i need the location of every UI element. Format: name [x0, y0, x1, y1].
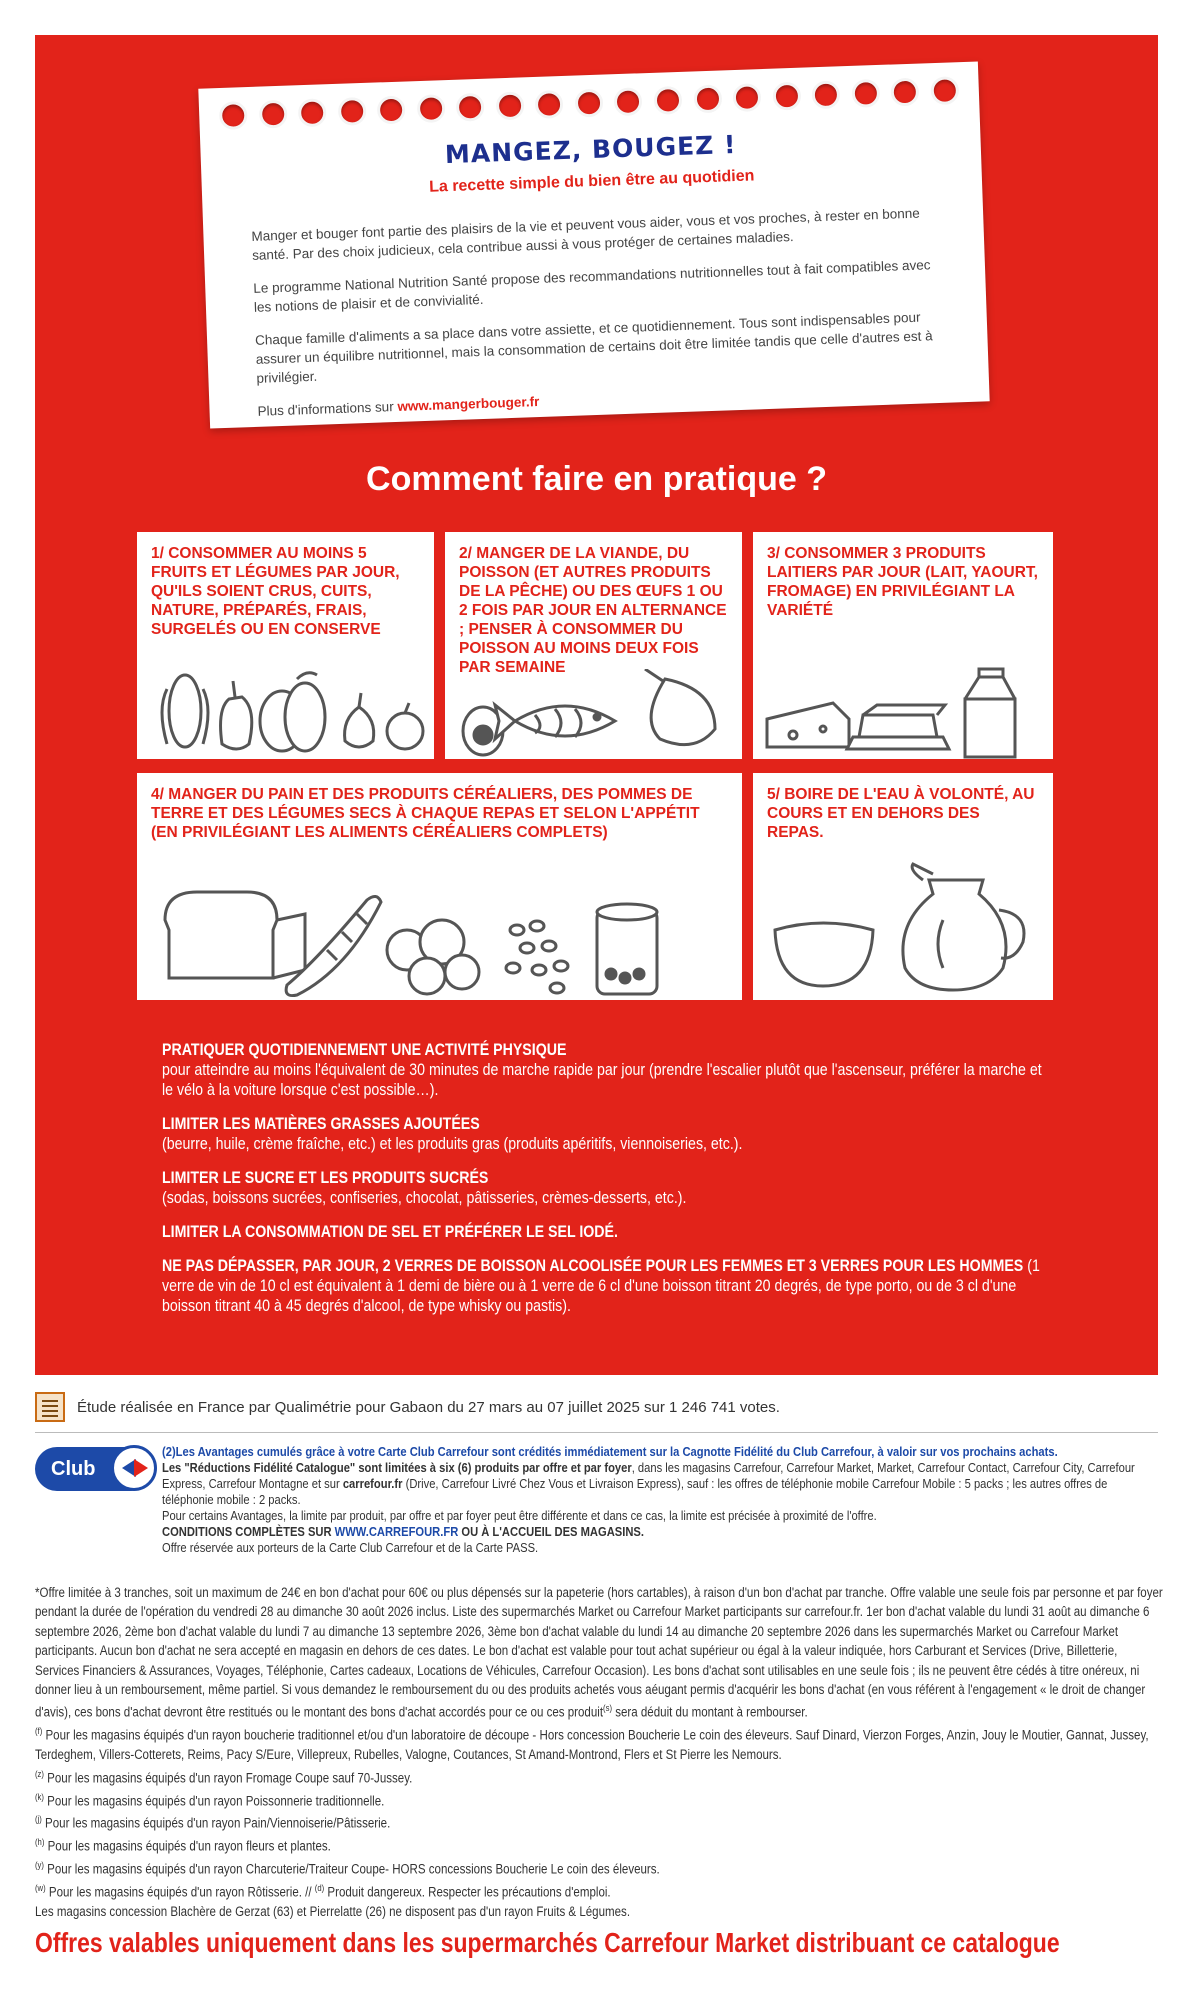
- divider: [35, 1432, 1158, 1433]
- legal-note-text: Pour les magasins équipés d'un rayon Rôtisserie. //: [45, 1884, 315, 1900]
- club-conditions-suffix: OU À L'ACCUEIL DES MAGASINS.: [458, 1524, 644, 1539]
- binder-hole-icon: [337, 97, 366, 126]
- note-subtitle: La recette simple du bien être au quotidien: [428, 167, 755, 196]
- notebook-card: [198, 61, 989, 428]
- footnote-mark: (w): [35, 1883, 46, 1894]
- note-body: [251, 203, 950, 435]
- note-paragraph: Chaque famille d'aliments a sa place dans votre assiette, et ce quotidiennement. Tous sont indispensables pour assurer un équilibre nutritionnel, mais la consommation de certains doit être limitée tandis que celle d'autres est à privilégier.: [254, 309, 933, 386]
- tip-water: [753, 773, 1053, 1000]
- tip-text: 2/ MANGER DE LA VIANDE, DU POISSON (ET AUTRES PRODUITS DE LA PÊCHE) OU DES ŒUFS 1 OU 2 FOIS PAR JOUR EN ALTERNANCE ; PENSER À CONSOMMER DU POISSON AU MOINS DEUX FOIS PAR SEMAINE: [459, 545, 727, 676]
- binder-hole-icon: [891, 78, 920, 107]
- club-line: (2)Les Avantages cumulés grâce à votre Carte Club Carrefour sont crédités immédiatement sur la Cagnotte Fidélité du Club Carrefour, à valoir sur vos prochains achats.: [162, 1444, 1058, 1459]
- club-line: Pour certains Avantages, la limite par produit, par offre et par foyer peut être différente et dans ce cas, la limite est précisée à proximité de l'offre.: [162, 1508, 877, 1523]
- study-notice: [35, 1392, 780, 1422]
- legal-main-end: sera déduit du montant à rembourser.: [612, 1704, 808, 1720]
- bottom-banner: Offres valables uniquement dans les supermarchés Carrefour Market distribuant ce catalogue: [35, 1927, 1060, 1958]
- club-limit-text: , dans les magasins Carrefour, Carrefour Market, Market, Carrefour Contact, Carrefour City, Carrefour Express, Carrefour Montagne et sur: [162, 1460, 1135, 1491]
- tip-text: 4/ MANGER DU PAIN ET DES PRODUITS CÉRÉALIERS, DES POMMES DE TERRE ET DES LÉGUMES SECS À CHAQUE REPAS ET SELON L'APPÉTIT (EN PRIVILÉGIANT LES ALIMENTS CÉRÉALIERS COMPLETS): [151, 786, 700, 841]
- legal-note: [35, 1722, 1164, 1764]
- carrefour-website-link[interactable]: WWW.CARREFOUR.FR: [334, 1524, 459, 1539]
- footnote-mark: (k): [35, 1791, 44, 1802]
- binder-hole-icon: [851, 79, 880, 108]
- tip-text: 5/ BOIRE DE L'EAU À VOLONTÉ, AU COURS ET EN DEHORS DES REPAS.: [767, 786, 1035, 841]
- tip-text: 1/ CONSOMMER AU MOINS 5 FRUITS ET LÉGUMES PAR JOUR, QU'ILS SOIENT CRUS, CUITS, NATURE, PRÉPARÉS, FRAIS, SURGELÉS OU EN CONSERVE: [151, 545, 400, 638]
- legal-note-text: Pour les magasins équipés d'un rayon boucherie traditionnel et/ou d'un laboratoire de découpe - Hors concession Boucherie Le coin des éleveurs. Sauf Dinard, Vierzon Forges, Anzin, Jouy le Moutier, Gannat, Jussey, Terdeghem, Villers-Cotterets, Reims, Pacy S/Eure, Villepreux, Rubelles, Valogne, Coutances, St Amand-Montrond, Flers et St Pierre les Nemours.: [35, 1727, 1149, 1763]
- section-title: Comment faire en pratique ?: [366, 460, 827, 498]
- footnote-mark: (f): [35, 1726, 43, 1737]
- legal-note-text: Pour les magasins équipés d'un rayon Charcuterie/Traiteur Coupe- HORS concessions Boucherie Le coin des éleveurs.: [43, 1861, 660, 1877]
- meat-fish-eggs-icon: [445, 669, 742, 759]
- carrefour-logo-icon: [111, 1445, 157, 1491]
- binder-hole-icon: [456, 93, 485, 122]
- legal-note: [35, 1856, 1164, 1879]
- advice-heading: NE PAS DÉPASSER, PAR JOUR, 2 VERRES DE BOISSON ALCOOLISÉE POUR LES FEMMES ET 3 VERRES POUR LES HOMMES: [162, 1257, 1024, 1275]
- binder-hole-icon: [812, 80, 841, 109]
- tip-fruits-vegetables: [137, 532, 434, 759]
- advice-fats: [162, 1114, 1056, 1154]
- legal-note-text: Pour les magasins équipés d'un rayon Poissonnerie traditionnelle.: [43, 1793, 385, 1809]
- tip-dairy: [753, 532, 1053, 759]
- document-icon: [35, 1392, 65, 1422]
- note-title: MANGEZ, BOUGEZ !: [444, 129, 737, 170]
- note-paragraph: Manger et bouger font partie des plaisirs de la vie et peuvent vous aider, vous et vos proches, à rester en bonne santé. Par des choix judicieux, cela contribue aussi à vous protéger de certaines maladies.: [251, 205, 921, 263]
- club-logo-text: Club: [51, 1457, 96, 1480]
- club-line: Offre réservée aux porteurs de la Carte Club Carrefour et de la Carte PASS.: [162, 1540, 539, 1555]
- advice-salt: [162, 1222, 1056, 1242]
- club-conditions: [162, 1444, 1151, 1556]
- advice-list: [162, 1040, 1056, 1330]
- binder-hole-icon: [614, 87, 643, 116]
- fruits-vegetables-icon: [137, 649, 434, 759]
- footnote-mark: (z): [35, 1768, 44, 1779]
- advice-text: pour atteindre au moins l'équivalent de 30 minutes de marche rapide par jour (prendre l'escalier plutôt que l'ascenseur, préférer la marche et le vélo à la voiture lorsque c'est possible…).: [162, 1061, 1042, 1099]
- footnote-mark: (y): [35, 1860, 44, 1871]
- binder-hole-icon: [654, 86, 683, 115]
- binder-hole-icon: [693, 84, 722, 113]
- footnote-mark: (h): [35, 1837, 45, 1848]
- note-more-prefix: Plus d'informations sur: [257, 398, 398, 419]
- advice-heading: LIMITER LA CONSOMMATION DE SEL ET PRÉFÉRER LE SEL IODÉ.: [162, 1223, 618, 1241]
- legal-note: [35, 1833, 1164, 1856]
- binder-hole-icon: [416, 94, 445, 123]
- binder-hole-icon: [258, 100, 287, 129]
- advice-text: (1 verre de vin de 10 cl est équivalent à 1 demi de bière ou à 1 verre de 6 cl d'une boisson titrant 20 degrés, de type porto, ou de 3 cl d'une boisson titrant 40 à 45 degrés d'alcool, de type whisky ou pastis).: [162, 1257, 1040, 1315]
- club-line: [162, 1460, 1151, 1508]
- club-limit-heading: Les "Réductions Fidélité Catalogue" sont limitées à six (6) produits par offre et par foyer: [162, 1460, 632, 1475]
- legal-note-text: Pour les magasins équipés d'un rayon Pain/Viennoiserie/Pâtisserie.: [41, 1815, 391, 1831]
- legal-main: [35, 1583, 1164, 1722]
- legal-note: Les magasins concession Blachère de Gerzat (63) et Pierrelatte (26) ne disposent pas d'un rayon Fruits & Légumes.: [35, 1904, 631, 1920]
- advice-heading: LIMITER LES MATIÈRES GRASSES AJOUTÉES: [162, 1115, 480, 1133]
- club-conditions-prefix: CONDITIONS COMPLÈTES SUR: [162, 1524, 335, 1539]
- binder-hole-icon: [733, 83, 762, 112]
- bowl-jug-icon: [753, 850, 1053, 1000]
- legal-note: [35, 1765, 1164, 1788]
- club-line: [162, 1524, 1151, 1540]
- tip-meat-fish-eggs: [445, 532, 742, 759]
- footnote-mark: (s): [603, 1703, 613, 1714]
- legal-note-text: Pour les magasins équipés d'un rayon Fromage Coupe sauf 70-Jussey.: [43, 1770, 413, 1786]
- advice-physical-activity: [162, 1040, 1056, 1100]
- binder-hole-icon: [535, 90, 564, 119]
- legal-main-text: *Offre limitée à 3 tranches, soit un maximum de 24€ en bon d'achat pour 60€ ou plus dépensés sur la papeterie (hors cartables), à raison d'un bon d'achat par tranche. Offre valable une seule fois par personne et par foyer pendant la durée de l'opération du vendredi 28 au dimanche 30 août 2026 inclus. Liste des supermarchés Market ou Carrefour Market participants sur carrefour.fr. 1er bon d'achat valable du lundi 31 août au dimanche 6 septembre 2026, 2ème bon d'achat valable du lundi 7 au dimanche 13 septembre 2026, 3ème bon d'achat valable du lundi 14 au dimanche 20 septembre 2026 dans les supermarchés Market ou Carrefour Market participants. Aucun bon d'achat ne sera accepté en magasin en dehors de ces dates. Le bon d'achat est valable pour tout achat supérieur ou égal à la valeur indiquée, hors Carburant et Services (Drive, Billetterie, Services Financiers & Assurances, Voyages, Téléphonie, Cartes cadeaux, Locations de Véhicules, Carrefour Occasion). Les bons d'achat sont utilisables en une seule fois ; ils ne peuvent être cédés à titre onéreux, ni donner lieu à un remboursement, même partiel. Si vous demandez le remboursement du ou des produits achetés vous aéugant permis d'acquérir les bons d'achat (en vous référent à l'engagement « le droit de changer d'avis), ces bons d'achat devront être restitués ou le montant des bons d'achat accordés pour ce ou ces produit: [35, 1585, 1163, 1720]
- tip-text: 3/ CONSOMMER 3 PRODUITS LAITIERS PAR JOUR (LAIT, YAOURT, FROMAGE) EN PRIVILÉGIANT LA VARIÉTÉ: [767, 545, 1038, 619]
- legal-note: [35, 1788, 1164, 1811]
- advice-alcohol: [162, 1256, 1056, 1316]
- advice-sugar: [162, 1168, 1056, 1208]
- tip-bread-cereals: [137, 773, 742, 1000]
- club-carrefour-logo: [35, 1447, 153, 1491]
- legal-note: [35, 1879, 1164, 1902]
- study-text: Étude réalisée en France par Qualimétrie pour Gabaon du 27 mars au 07 juillet 2025 sur 1 246 741 votes.: [77, 1398, 780, 1416]
- legal-notices: [35, 1583, 1164, 1922]
- legal-note-text: Produit dangereux. Respecter les précautions d'emploi.: [324, 1884, 611, 1900]
- bread-cereals-icon: [137, 870, 742, 1000]
- binder-hole-icon: [495, 91, 524, 120]
- footnote-mark: (d): [314, 1883, 325, 1894]
- binder-hole-icon: [219, 101, 248, 130]
- binder-hole-icon: [377, 96, 406, 125]
- dairy-icon: [753, 659, 1053, 759]
- club-limit-text-end: (Drive, Carrefour Livré Chez Vous et Livraison Express), sauf : les offres de téléphonie mobile Carrefour Mobile : 5 packs ; les autres offres de téléphonie mobile : 2 packs.: [162, 1476, 1108, 1507]
- binder-hole-icon: [930, 76, 959, 105]
- advice-text: (sodas, boissons sucrées, confiseries, chocolat, pâtisseries, crèmes-desserts, etc.).: [162, 1189, 687, 1207]
- legal-note-text: Pour les magasins équipés d'un rayon fleurs et plantes.: [44, 1838, 331, 1854]
- note-paragraph: Le programme National Nutrition Santé propose des recommandations nutritionnelles tout à fait compatibles avec les notions de plaisir et de convivialité.: [253, 257, 931, 315]
- advice-text: (beurre, huile, crème fraîche, etc.) et les produits gras (produits apéritifs, viennoiseries, etc.).: [162, 1135, 743, 1153]
- mangerbouger-link[interactable]: www.mangerbouger.fr: [397, 394, 540, 414]
- advice-heading: LIMITER LE SUCRE ET LES PRODUITS SUCRÉS: [162, 1169, 489, 1187]
- binder-hole-icon: [574, 89, 603, 118]
- binder-hole-icon: [298, 98, 327, 127]
- binder-hole-icon: [772, 82, 801, 111]
- advice-heading: PRATIQUER QUOTIDIENNEMENT UNE ACTIVITÉ PHYSIQUE: [162, 1041, 567, 1059]
- footnote-mark: (j): [35, 1814, 42, 1825]
- carrefour-link[interactable]: carrefour.fr: [342, 1476, 403, 1491]
- legal-note: [35, 1810, 1164, 1833]
